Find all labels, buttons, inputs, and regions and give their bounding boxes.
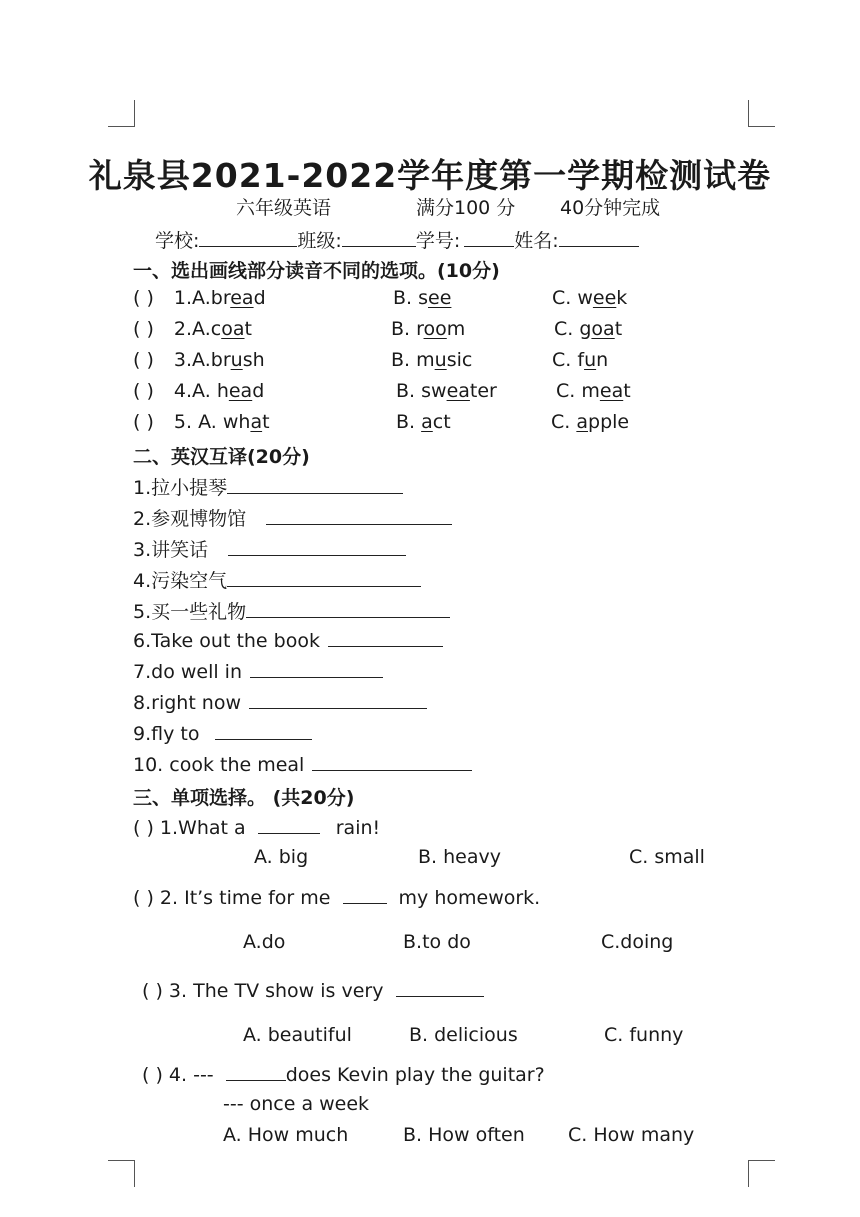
info-row — [155, 226, 639, 253]
option-a[interactable]: A. big — [254, 846, 309, 868]
phonics-row-1: ( ) 1.A.bread — [133, 287, 266, 309]
answer-blank[interactable] — [246, 599, 450, 618]
crop-mark-bottom-right — [748, 1160, 775, 1187]
answer-blank[interactable] — [266, 506, 452, 525]
option-c[interactable]: C. funny — [604, 1024, 684, 1046]
option-a[interactable]: A. How much — [223, 1124, 349, 1146]
translation-item: 4.污染空气 — [133, 566, 421, 593]
translation-item: 8.right now — [133, 690, 427, 714]
answer-blank[interactable] — [258, 815, 320, 834]
answer-blank[interactable] — [312, 752, 472, 771]
exam-title: 礼泉县2021-2022学年度第一学期检测试卷 — [88, 156, 772, 195]
crop-mark-top-left — [108, 100, 135, 127]
option-c[interactable]: C. small — [629, 846, 705, 868]
answer-paren[interactable]: ( ) — [133, 817, 154, 839]
translation-item: 6.Take out the book — [133, 628, 443, 652]
phonics-row-3: ( ) 3.A.brush — [133, 349, 265, 371]
subtitle-grade: 六年级英语 — [236, 197, 332, 219]
answer-blank[interactable] — [215, 721, 312, 740]
answer-paren[interactable]: ( ) — [133, 287, 154, 309]
answer-paren[interactable]: ( ) — [133, 318, 154, 340]
option-b[interactable]: B.to do — [403, 931, 471, 953]
answer-paren[interactable]: ( ) — [133, 349, 154, 371]
subtitle-score: 满分100 分 — [416, 197, 516, 219]
choice-question-2: ( ) 2. It’s time for me my homework. — [133, 887, 541, 909]
option-a[interactable]: A.do — [243, 931, 286, 953]
option-b[interactable]: B. delicious — [409, 1024, 518, 1046]
translation-item: 7.do well in — [133, 659, 383, 683]
number-blank[interactable] — [464, 228, 514, 247]
answer-blank[interactable] — [250, 659, 383, 678]
translation-item: 2.参观博物馆 — [133, 504, 452, 531]
choice-question-1: ( ) 1.What a rain! — [133, 817, 381, 839]
answer-blank[interactable] — [396, 978, 484, 997]
crop-mark-bottom-left — [108, 1160, 135, 1187]
answer-blank[interactable] — [343, 885, 387, 904]
school-blank[interactable] — [199, 228, 297, 247]
crop-mark-top-right — [748, 100, 775, 127]
name-label: 姓名: — [514, 230, 559, 252]
translation-item: 9.fly to — [133, 721, 312, 745]
answer-blank[interactable] — [228, 537, 406, 556]
translation-item: 1.拉小提琴 — [133, 473, 403, 500]
section2-heading: 二、英汉互译(20分) — [133, 446, 310, 468]
option-a[interactable]: A. beautiful — [243, 1024, 352, 1046]
class-label: 班级: — [297, 230, 342, 252]
translation-item: 5.买一些礼物 — [133, 597, 450, 624]
answer-paren[interactable]: ( ) — [142, 980, 163, 1002]
answer-blank[interactable] — [249, 690, 427, 709]
school-label: 学校: — [155, 230, 200, 252]
translation-item: 10. cook the meal — [133, 752, 472, 776]
option-c[interactable]: C. How many — [568, 1124, 695, 1146]
option-c[interactable]: C.doing — [601, 931, 674, 953]
answer-paren[interactable]: ( ) — [133, 380, 154, 402]
number-label: 学号: — [415, 230, 461, 252]
answer-blank[interactable] — [328, 628, 443, 647]
translation-item: 3.讲笑话 — [133, 535, 406, 562]
name-blank[interactable] — [559, 228, 639, 247]
answer-paren[interactable]: ( ) — [133, 887, 154, 909]
answer-paren[interactable]: ( ) — [142, 1064, 163, 1086]
option-b[interactable]: B. heavy — [418, 846, 501, 868]
section1-heading: 一、选出画线部分读音不同的选项。(10分) — [133, 260, 500, 282]
answer-paren[interactable]: ( ) — [133, 411, 154, 433]
section3-heading: 三、单项选择。 (共20分) — [133, 787, 355, 809]
choice-question-4: ( ) 4. --- does Kevin play the guitar? — [142, 1064, 545, 1086]
phonics-row-4: ( ) 4.A. head — [133, 380, 265, 402]
class-blank[interactable] — [342, 228, 416, 247]
subtitle-time: 40分钟完成 — [560, 197, 661, 219]
phonics-row-5: ( ) 5. A. what — [133, 411, 270, 433]
dialogue-reply: --- once a week — [223, 1093, 370, 1115]
answer-blank[interactable] — [226, 1062, 286, 1081]
answer-blank[interactable] — [227, 475, 403, 494]
option-b[interactable]: B. How often — [403, 1124, 525, 1146]
phonics-row-2: ( ) 2.A.coat — [133, 318, 252, 340]
choice-question-3: ( ) 3. The TV show is very — [142, 978, 484, 1002]
answer-blank[interactable] — [227, 568, 421, 587]
